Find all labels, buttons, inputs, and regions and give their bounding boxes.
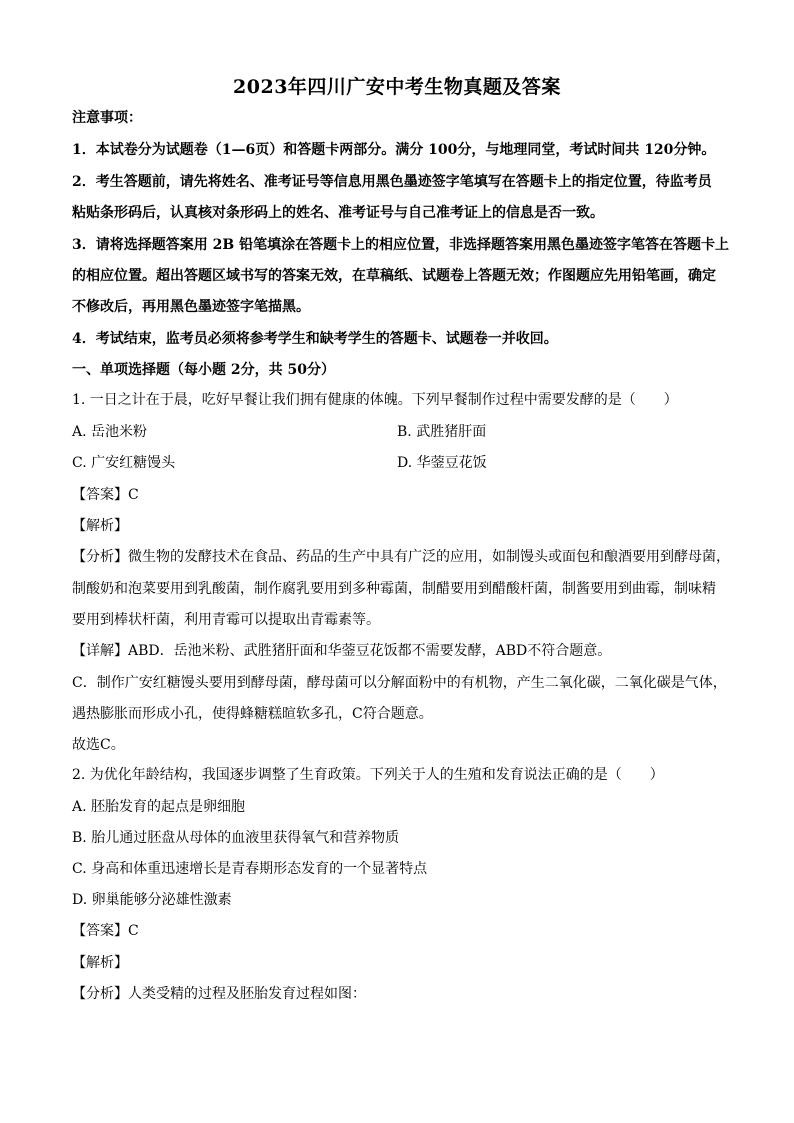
section-heading: 一、单项选择题（每小题 2分，共 50分） xyxy=(72,362,335,378)
analysis-line: 故选C。 xyxy=(72,737,125,753)
option-b: B. 武胜猪肝面 xyxy=(397,424,487,440)
analysis-line: 要用到棒状杆菌，利用青霉可以提取出青霉素等。 xyxy=(72,612,380,628)
notice-item: 1．本试卷分为试题卷（1—6页）和答题卡两部分。满分 100分，与地理同堂，考试时间共 120分钟。 xyxy=(72,142,716,158)
option-d: D. 华蓥豆花饭 xyxy=(397,455,487,471)
analysis-line: 【分析】微生物的发酵技术在食品、药品的生产中具有广泛的应用，如制馒头或面包和酿酒要用到酵母菌， xyxy=(72,549,730,565)
page-title: 2023年四川广安中考生物真题及答案 xyxy=(233,76,561,98)
notice-item: 的相应位置。超出答题区域书写的答案无效，在草稿纸、试题卷上答题无效；作图题应先用铅笔画，确定 xyxy=(72,268,716,284)
option-d: D. 卵巢能够分泌雄性激素 xyxy=(72,892,232,908)
analysis-label: 【解析】 xyxy=(72,955,128,971)
notice-item: 不修改后，再用黑色墨迹签字笔描黑。 xyxy=(72,299,310,315)
notice-item: 粘贴条形码后，认真核对条形码上的姓名、准考证号与自己准考证上的信息是否一致。 xyxy=(72,205,604,221)
option-c: C. 广安红糖馒头 xyxy=(72,455,176,471)
option-c: C. 身高和体重迅速增长是青春期形态发育的一个显著特点 xyxy=(72,861,428,877)
analysis-line: 制酸奶和泡菜要用到乳酸菌，制作腐乳要用到多种霉菌，制醋要用到醋酸杆菌，制酱要用到曲霉，制味精 xyxy=(72,581,716,597)
analysis-line: 【分析】人类受精的过程及胚胎发育过程如图： xyxy=(72,986,366,1002)
question-stem: 2. 为优化年龄结构，我国逐步调整了生育政策。下列关于人的生殖和发育说法正确的是（ ） xyxy=(72,767,664,783)
answer-label: 【答案】C xyxy=(72,487,139,503)
notice-item: 3．请将选择题答案用 2B 铅笔填涂在答题卡上的相应位置，非选择题答案用黑色墨迹签字笔答在答题卡上 xyxy=(72,237,730,253)
analysis-line: 【详解】ABD．岳池米粉、武胜猪肝面和华蓥豆花饭都不需要发酵，ABD不符合题意。 xyxy=(72,643,612,659)
analysis-label: 【解析】 xyxy=(72,518,128,534)
notice-item: 4．考试结束，监考员必须将参考学生和缺考学生的答题卡、试题卷一并收回。 xyxy=(72,331,558,347)
option-b: B. 胎儿通过胚盘从母体的血液里获得氧气和营养物质 xyxy=(72,830,400,846)
notice-item: 2．考生答题前，请先将姓名、准考证号等信息用黑色墨迹签字笔填写在答题卡上的指定位置，待监考员 xyxy=(72,174,712,190)
analysis-line: 遇热膨胀而形成小孔，使得蜂糖糕暄软多孔，C符合题意。 xyxy=(72,706,433,722)
option-row xyxy=(72,453,732,473)
analysis-line: C．制作广安红糖馒头要用到酵母菌，酵母菌可以分解面粉中的有机物，产生二氧化碳，二氧化碳是气体， xyxy=(72,675,727,691)
notice-heading: 注意事项： xyxy=(72,110,142,126)
answer-label: 【答案】C xyxy=(72,923,139,939)
option-a: A. 岳池米粉 xyxy=(72,424,148,440)
option-a: A. 胚胎发育的起点是卵细胞 xyxy=(72,799,246,815)
question-stem: 1. 一日之计在于晨，吃好早餐让我们拥有健康的体魄。下列早餐制作过程中需要发酵的是（ ） xyxy=(72,392,678,408)
option-row xyxy=(72,422,732,442)
